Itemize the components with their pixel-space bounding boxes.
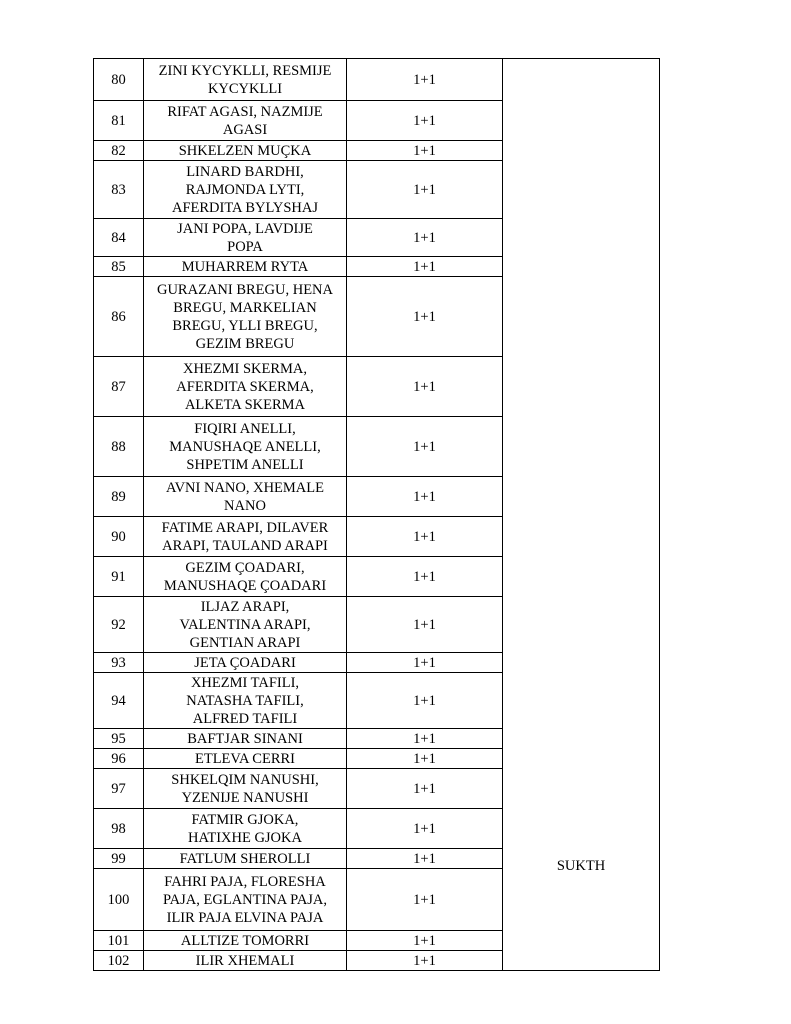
- name-line: ALLTIZE TOMORRI: [180, 932, 310, 949]
- row-number: 93: [94, 653, 144, 673]
- beneficiary-names: [144, 477, 347, 517]
- row-number: 96: [94, 749, 144, 769]
- quantity-cell: 1+1: [347, 809, 503, 849]
- name-line: ILIR PAJA ELVINA PAJA: [166, 909, 324, 926]
- quantity-cell: 1+1: [347, 749, 503, 769]
- name-line: XHEZMI SKERMA,: [182, 360, 308, 377]
- quantity-cell: 1+1: [347, 477, 503, 517]
- quantity-cell: 1+1: [347, 869, 503, 931]
- name-line: BREGU, MARKELIAN: [173, 299, 317, 316]
- row-number: 99: [94, 849, 144, 869]
- beneficiary-names: [144, 357, 347, 417]
- row-number: 90: [94, 517, 144, 557]
- row-number: 92: [94, 597, 144, 653]
- row-number: 88: [94, 417, 144, 477]
- row-number: 98: [94, 809, 144, 849]
- beneficiary-names: [144, 729, 347, 749]
- name-line: LINARD BARDHI,: [186, 163, 304, 180]
- quantity-cell: 1+1: [347, 141, 503, 161]
- row-number: 100: [94, 869, 144, 931]
- quantity-cell: 1+1: [347, 219, 503, 257]
- name-line: MUHARREM RYTA: [181, 258, 309, 275]
- name-line: BAFTJAR SINANI: [187, 730, 303, 747]
- quantity-cell: 1+1: [347, 597, 503, 653]
- name-line: RAJMONDA LYTI,: [185, 181, 305, 198]
- row-number: 85: [94, 257, 144, 277]
- beneficiary-names: [144, 769, 347, 809]
- location-cell: SUKTH: [503, 59, 660, 971]
- row-number: 91: [94, 557, 144, 597]
- beneficiary-names: [144, 277, 347, 357]
- quantity-cell: 1+1: [347, 517, 503, 557]
- quantity-cell: 1+1: [347, 277, 503, 357]
- name-line: FIQIRI ANELLI,: [194, 420, 296, 437]
- name-line: ALFRED TAFILI: [192, 710, 298, 727]
- quantity-cell: 1+1: [347, 101, 503, 141]
- name-line: GENTIAN ARAPI: [189, 634, 301, 651]
- beneficiary-names: [144, 141, 347, 161]
- beneficiary-names: [144, 749, 347, 769]
- quantity-cell: 1+1: [347, 653, 503, 673]
- row-number: 102: [94, 951, 144, 971]
- quantity-cell: 1+1: [347, 931, 503, 951]
- beneficiary-names: [144, 869, 347, 931]
- name-line: JANI POPA, LAVDIJE: [177, 220, 313, 237]
- row-number: 95: [94, 729, 144, 749]
- row-number: 81: [94, 101, 144, 141]
- row-number: 82: [94, 141, 144, 161]
- name-line: VALENTINA ARAPI,: [179, 616, 311, 633]
- name-line: SHPETIM ANELLI: [186, 456, 304, 473]
- name-line: JETA ÇOADARI: [194, 654, 296, 671]
- name-line: YZENIJE NANUSHI: [181, 789, 309, 806]
- beneficiary-names: [144, 673, 347, 729]
- quantity-cell: 1+1: [347, 161, 503, 219]
- beneficiary-names: [144, 257, 347, 277]
- beneficiary-names: [144, 597, 347, 653]
- row-number: 84: [94, 219, 144, 257]
- name-line: RIFAT AGASI, NAZMIJE: [167, 103, 323, 120]
- beneficiary-names: [144, 517, 347, 557]
- name-line: ETLEVA CERRI: [194, 750, 296, 767]
- beneficiary-names: [144, 101, 347, 141]
- quantity-cell: 1+1: [347, 357, 503, 417]
- name-line: AGASI: [222, 121, 268, 138]
- name-line: ARAPI, TAULAND ARAPI: [162, 537, 328, 554]
- table-row: [94, 59, 660, 101]
- quantity-cell: 1+1: [347, 729, 503, 749]
- beneficiary-names: [144, 417, 347, 477]
- name-line: PAJA, EGLANTINA PAJA,: [162, 891, 328, 908]
- name-line: SHKELQIM NANUSHI,: [171, 771, 319, 788]
- name-line: FATIME ARAPI, DILAVER: [161, 519, 329, 536]
- name-line: ALKETA SKERMA: [184, 396, 306, 413]
- name-line: POPA: [227, 238, 263, 255]
- name-line: XHEZMI TAFILI,: [190, 674, 300, 691]
- name-line: AFERDITA BYLYSHAJ: [171, 199, 319, 216]
- row-number: 89: [94, 477, 144, 517]
- beneficiary-names: [144, 557, 347, 597]
- row-number: 87: [94, 357, 144, 417]
- name-line: ILJAZ ARAPI,: [200, 598, 290, 615]
- beneficiary-names: [144, 653, 347, 673]
- name-line: FAHRI PAJA, FLORESHA: [164, 873, 326, 890]
- quantity-cell: 1+1: [347, 951, 503, 971]
- name-line: GEZIM ÇOADARI,: [185, 559, 305, 576]
- beneficiary-names: [144, 951, 347, 971]
- row-number: 83: [94, 161, 144, 219]
- name-line: GURAZANI BREGU, HENA: [156, 281, 333, 298]
- name-line: ILIR XHEMALI: [195, 952, 295, 969]
- beneficiary-names: [144, 161, 347, 219]
- quantity-cell: 1+1: [347, 257, 503, 277]
- name-line: FATLUM SHEROLLI: [179, 850, 311, 867]
- quantity-cell: 1+1: [347, 769, 503, 809]
- beneficiary-names: [144, 809, 347, 849]
- name-line: NANO: [224, 497, 266, 514]
- name-line: AFERDITA SKERMA,: [176, 378, 314, 395]
- name-line: SHKELZEN MUÇKA: [178, 142, 312, 159]
- name-line: AVNI NANO, XHEMALE: [165, 479, 324, 496]
- quantity-cell: 1+1: [347, 59, 503, 101]
- name-line: HATIXHE GJOKA: [188, 829, 302, 846]
- row-number: 101: [94, 931, 144, 951]
- row-number: 94: [94, 673, 144, 729]
- name-line: NATASHA TAFILI,: [186, 692, 304, 709]
- beneficiary-names: [144, 849, 347, 869]
- name-line: MANUSHAQE ÇOADARI: [163, 577, 327, 594]
- row-number: 97: [94, 769, 144, 809]
- name-line: MANUSHAQE ANELLI,: [169, 438, 321, 455]
- name-line: FATMIR GJOKA,: [191, 811, 299, 828]
- row-number: 86: [94, 277, 144, 357]
- table-body: [94, 59, 660, 971]
- quantity-cell: 1+1: [347, 417, 503, 477]
- quantity-cell: 1+1: [347, 849, 503, 869]
- beneficiary-names: [144, 931, 347, 951]
- name-line: BREGU, YLLI BREGU,: [172, 317, 318, 334]
- quantity-cell: 1+1: [347, 557, 503, 597]
- name-line: GEZIM BREGU: [195, 335, 295, 352]
- row-number: 80: [94, 59, 144, 101]
- beneficiary-table: [93, 58, 660, 971]
- quantity-cell: 1+1: [347, 673, 503, 729]
- name-line: ZINI KYCYKLLI, RESMIJE: [158, 62, 332, 79]
- beneficiary-names: [144, 59, 347, 101]
- beneficiary-names: [144, 219, 347, 257]
- name-line: KYCYKLLI: [207, 80, 283, 97]
